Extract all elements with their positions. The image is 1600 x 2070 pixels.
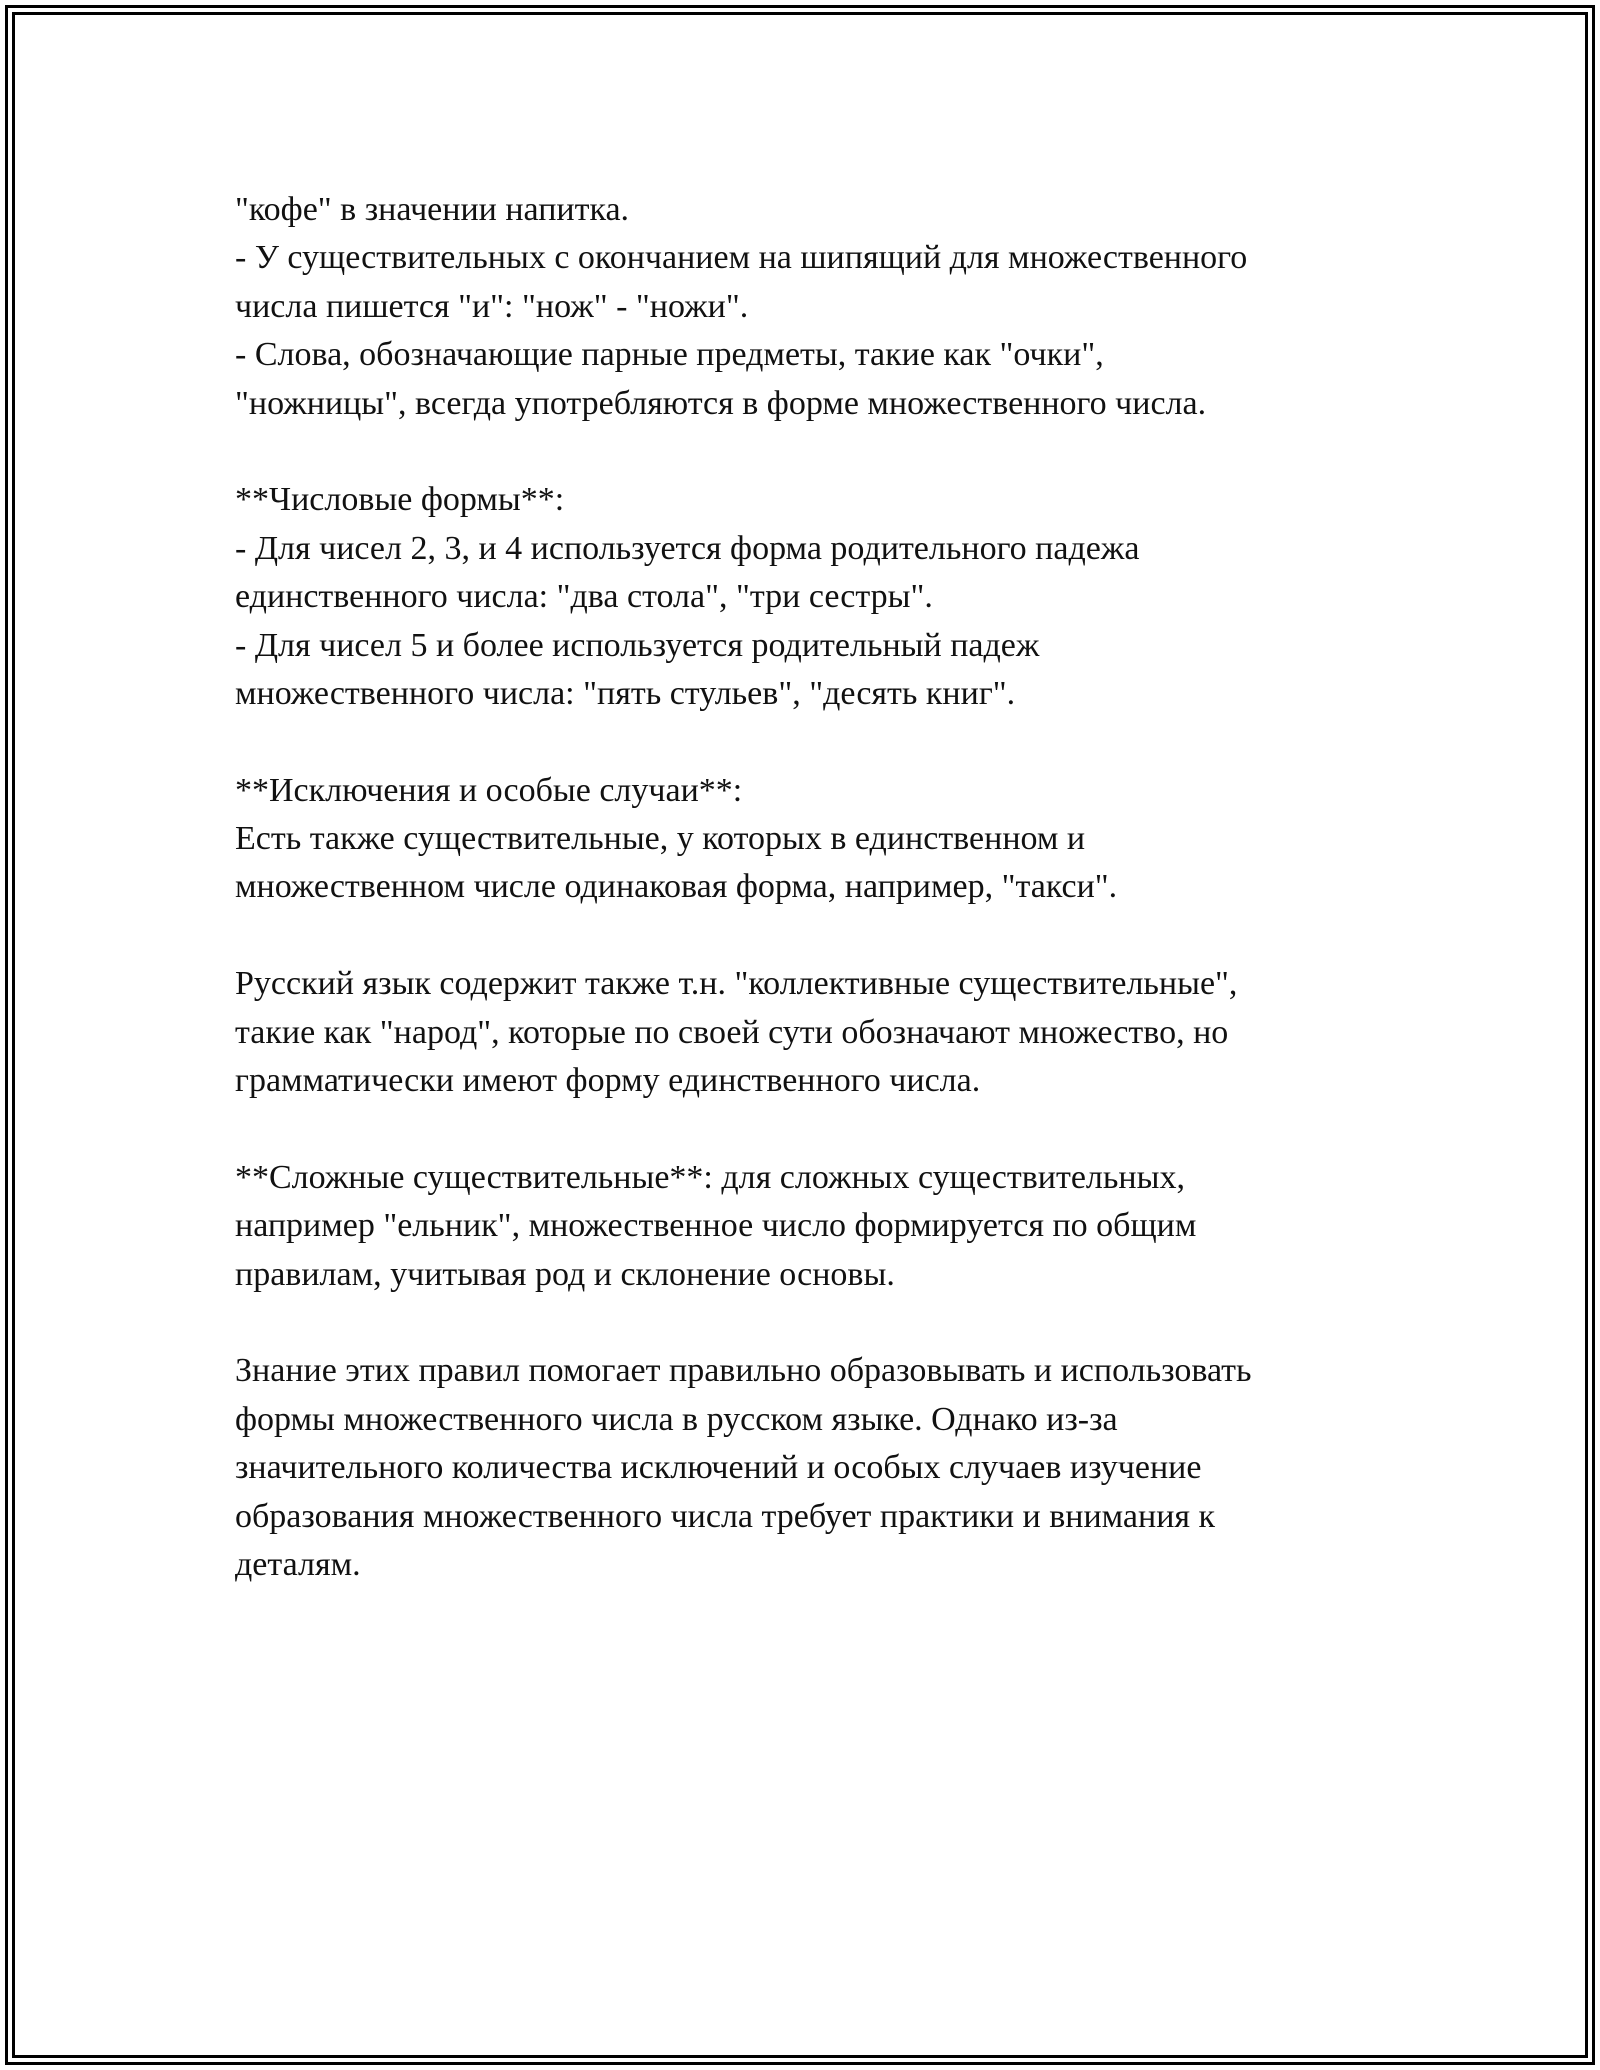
text-line: множественном числе одинаковая форма, например, "такси". <box>235 868 1118 906</box>
paragraph-gap <box>235 912 1385 960</box>
text-line: значительного количества исключений и особых случаев изучение <box>235 1449 1202 1487</box>
text-line: - У существительных с окончанием на шипящий для множественного <box>235 239 1248 277</box>
paragraph-gap <box>235 1299 1385 1347</box>
text-line: единственного числа: "два стола", "три сестры". <box>235 578 933 616</box>
paragraph-gap <box>235 718 1385 766</box>
text-line: "кофе" в значении напитка. <box>235 191 630 228</box>
section-heading: **Числовые формы**: <box>235 481 565 519</box>
paragraph-conclusion <box>235 1347 1385 1589</box>
text-line: "ножницы", всегда употребляются в форме множественного числа. <box>235 384 1207 422</box>
paragraph-gap <box>235 428 1385 476</box>
document-body <box>235 186 1385 1589</box>
paragraph-noun-rules <box>235 186 1385 428</box>
paragraph-exceptions <box>235 767 1385 912</box>
paragraph-collective-nouns <box>235 960 1385 1105</box>
text-line: числа пишется "и": "нож" - "ножи". <box>235 287 749 325</box>
text-line: **Сложные существительные**: для сложных существительных, <box>235 1158 1185 1196</box>
text-line: - Для чисел 5 и более используется родительный падеж <box>235 626 1040 664</box>
text-line: формы множественного числа в русском языке. Однако из-за <box>235 1400 1118 1438</box>
paragraph-compound-nouns <box>235 1154 1385 1299</box>
section-heading: **Исключения и особые случаи**: <box>235 771 743 809</box>
text-line: образования множественного числа требует практики и внимания к <box>235 1497 1216 1535</box>
text-line: множественного числа: "пять стульев", "десять книг". <box>235 674 1016 712</box>
text-line: - Слова, обозначающие парные предметы, такие как "очки", <box>235 336 1104 374</box>
paragraph-numeric-forms <box>235 476 1385 718</box>
paragraph-gap <box>235 1105 1385 1153</box>
text-line: правилам, учитывая род и склонение основы. <box>235 1255 895 1293</box>
text-line: Русский язык содержит также т.н. "коллективные существительные", <box>235 965 1238 1003</box>
text-line: деталям. <box>235 1545 361 1583</box>
text-line: такие как "народ", которые по своей сути обозначают множество, но <box>235 1013 1229 1051</box>
text-line: например "ельник", множественное число формируется по общим <box>235 1207 1197 1245</box>
text-line: Знание этих правил помогает правильно образовывать и использовать <box>235 1352 1252 1390</box>
text-line: грамматически имеют форму единственного числа. <box>235 1062 981 1100</box>
text-line: - Для чисел 2, 3, и 4 используется форма родительного падежа <box>235 529 1140 567</box>
text-line: Есть также существительные, у которых в единственном и <box>235 820 1086 858</box>
